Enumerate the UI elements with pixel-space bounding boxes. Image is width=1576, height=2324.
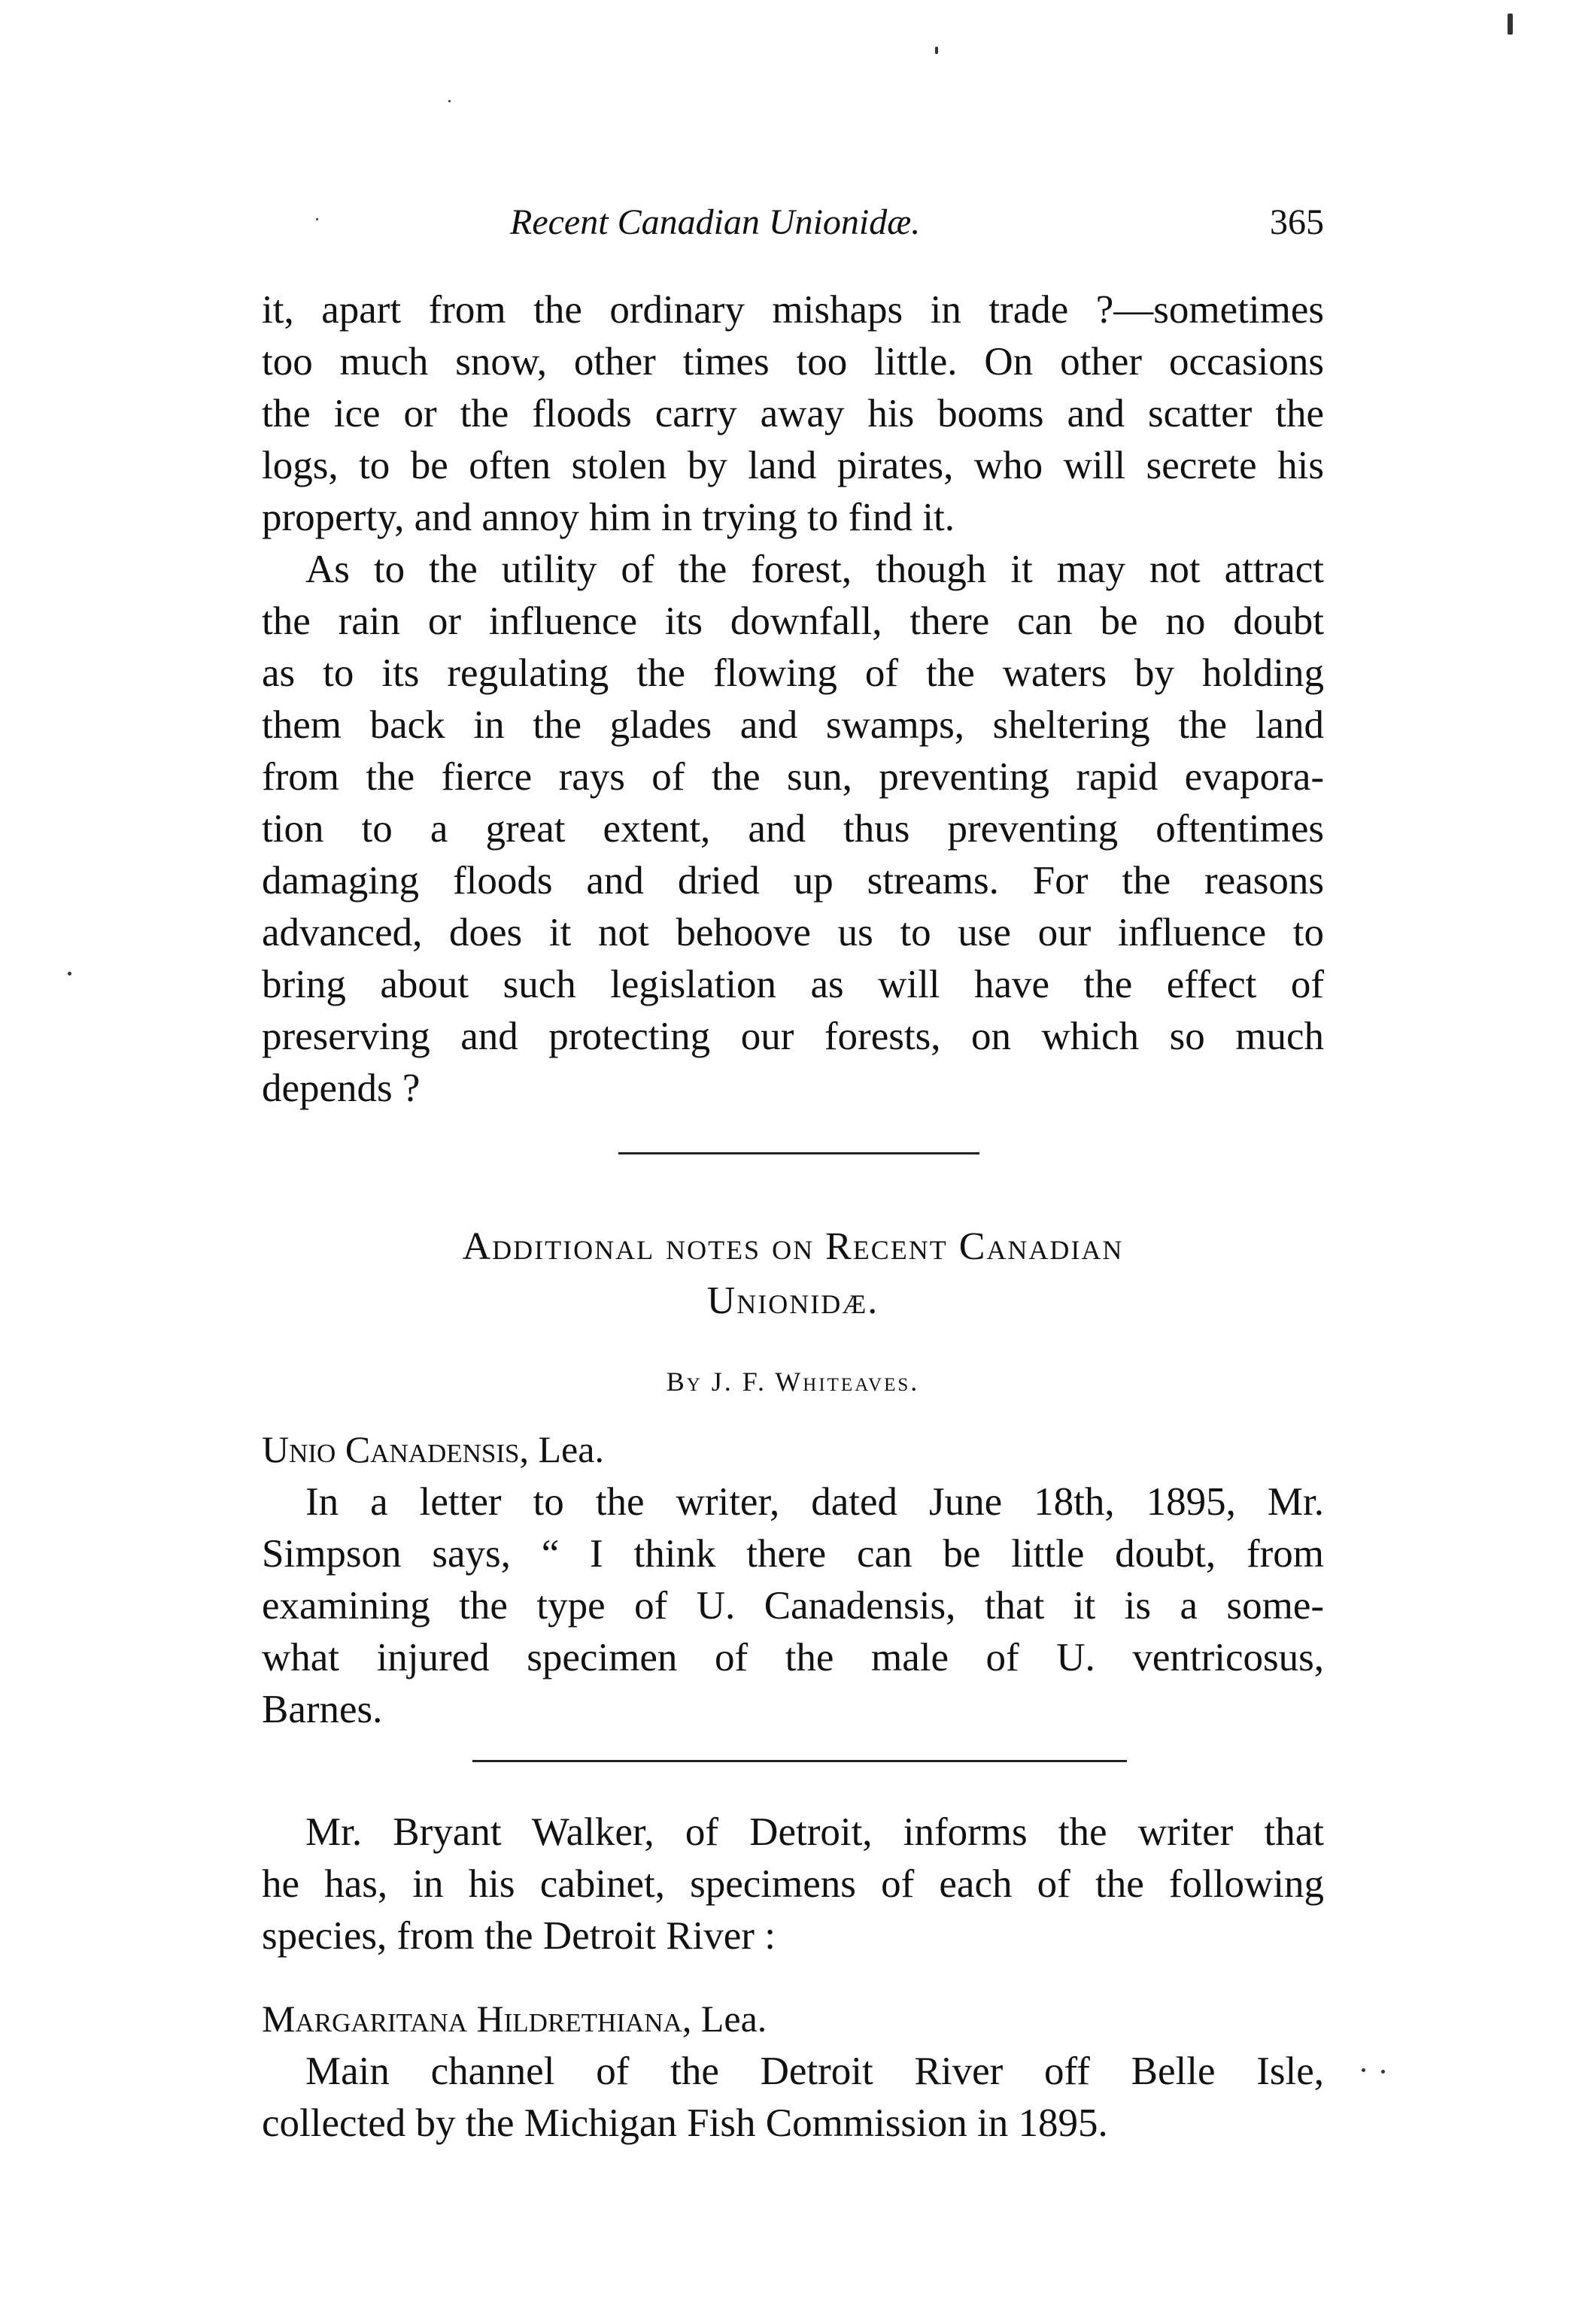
- text-line: it, apart from the ordinary mishaps in trade ?—sometimes: [262, 288, 1324, 332]
- text-line: bring about such legislation as will have the effect of: [262, 963, 1324, 1006]
- paragraph-divider: [472, 1760, 1127, 1762]
- paragraph-forest-utility: [262, 544, 1324, 1115]
- paragraph-simpson-letter: [262, 1476, 1324, 1736]
- text-line: preserving and protecting our forests, on which so much: [262, 1015, 1324, 1058]
- text-line: from the fierce rays of the sun, preventing rapid evapora-: [262, 755, 1324, 799]
- text-line: the rain or influence its downfall, there can be no doubt: [262, 599, 1324, 643]
- running-head: [262, 202, 1324, 254]
- text-line: he has, in his cabinet, specimens of each of the following: [262, 1862, 1324, 1906]
- text-line: examining the type of U. Canadensis, that it is a some-: [262, 1584, 1324, 1628]
- scan-speck: [316, 218, 318, 220]
- text-line: them back in the glades and swamps, sheltering the land: [262, 703, 1324, 747]
- species-name: Margaritana Hildrethiana,: [262, 1998, 692, 2040]
- scan-speck: [448, 100, 451, 102]
- text-line: Simpson says, “ I think there can be little doubt, from: [262, 1532, 1324, 1576]
- text-line: too much snow, other times too little. On other occasions: [262, 340, 1324, 384]
- text-line: the ice or the floods carry away his booms and scatter the: [262, 392, 1324, 435]
- species-author: Lea.: [700, 1998, 767, 2040]
- byline-text: By J. F. Whiteaves.: [666, 1367, 920, 1397]
- text-line: Main channel of the Detroit River off Belle Isle,: [305, 2049, 1324, 2093]
- section-divider: [618, 1152, 979, 1154]
- text-line: species, from the Detroit River :: [262, 1914, 776, 1958]
- text-line: depends ?: [262, 1066, 421, 1110]
- scan-speck: [1381, 2070, 1385, 2074]
- text-line: property, and annoy him in trying to find it.: [262, 496, 955, 539]
- scan-speck: [68, 972, 71, 975]
- scan-speck: [1508, 14, 1513, 35]
- text-line: Mr. Bryant Walker, of Detroit, informs the writer that: [305, 1810, 1324, 1854]
- text-line: logs, to be often stolen by land pirates, who will secrete his: [262, 444, 1324, 487]
- text-line: what injured specimen of the male of U. ventricosus,: [262, 1636, 1324, 1679]
- species-heading-margaritana: [262, 1997, 767, 2040]
- text-line: In a letter to the writer, dated June 18th, 1895, Mr.: [305, 1480, 1324, 1524]
- running-title: Recent Canadian Unionidæ.: [510, 202, 921, 242]
- article-byline: [262, 1366, 1324, 1397]
- species-author: Lea.: [538, 1428, 604, 1470]
- scan-speck: [935, 47, 938, 54]
- text-line: tion to a great extent, and thus preventing oftentimes: [262, 807, 1324, 851]
- species-name: Unio Canadensis,: [262, 1428, 530, 1470]
- text-line: As to the utility of the forest, though it may not attract: [305, 548, 1324, 591]
- species-heading-unio-canadensis: [262, 1427, 604, 1471]
- text-line: advanced, does it not behoove us to use our influence to: [262, 911, 1324, 954]
- paragraph-main-channel: [262, 2046, 1324, 2150]
- page-number: 365: [1270, 202, 1324, 242]
- paragraph-bryant-walker: [262, 1807, 1324, 1962]
- scan-speck: [1362, 2068, 1365, 2072]
- text-line: Barnes.: [262, 1688, 383, 1731]
- article-title-line-1: Additional notes on Recent Canadian: [462, 1225, 1124, 1268]
- text-line: damaging floods and dried up streams. For the reasons: [262, 859, 1324, 903]
- paragraph-forest-mishaps: [262, 284, 1324, 544]
- text-line: as to its regulating the flowing of the waters by holding: [262, 651, 1324, 695]
- article-title-line-2: Unionidæ.: [706, 1279, 879, 1322]
- text-line: collected by the Michigan Fish Commission in 1895.: [262, 2101, 1108, 2145]
